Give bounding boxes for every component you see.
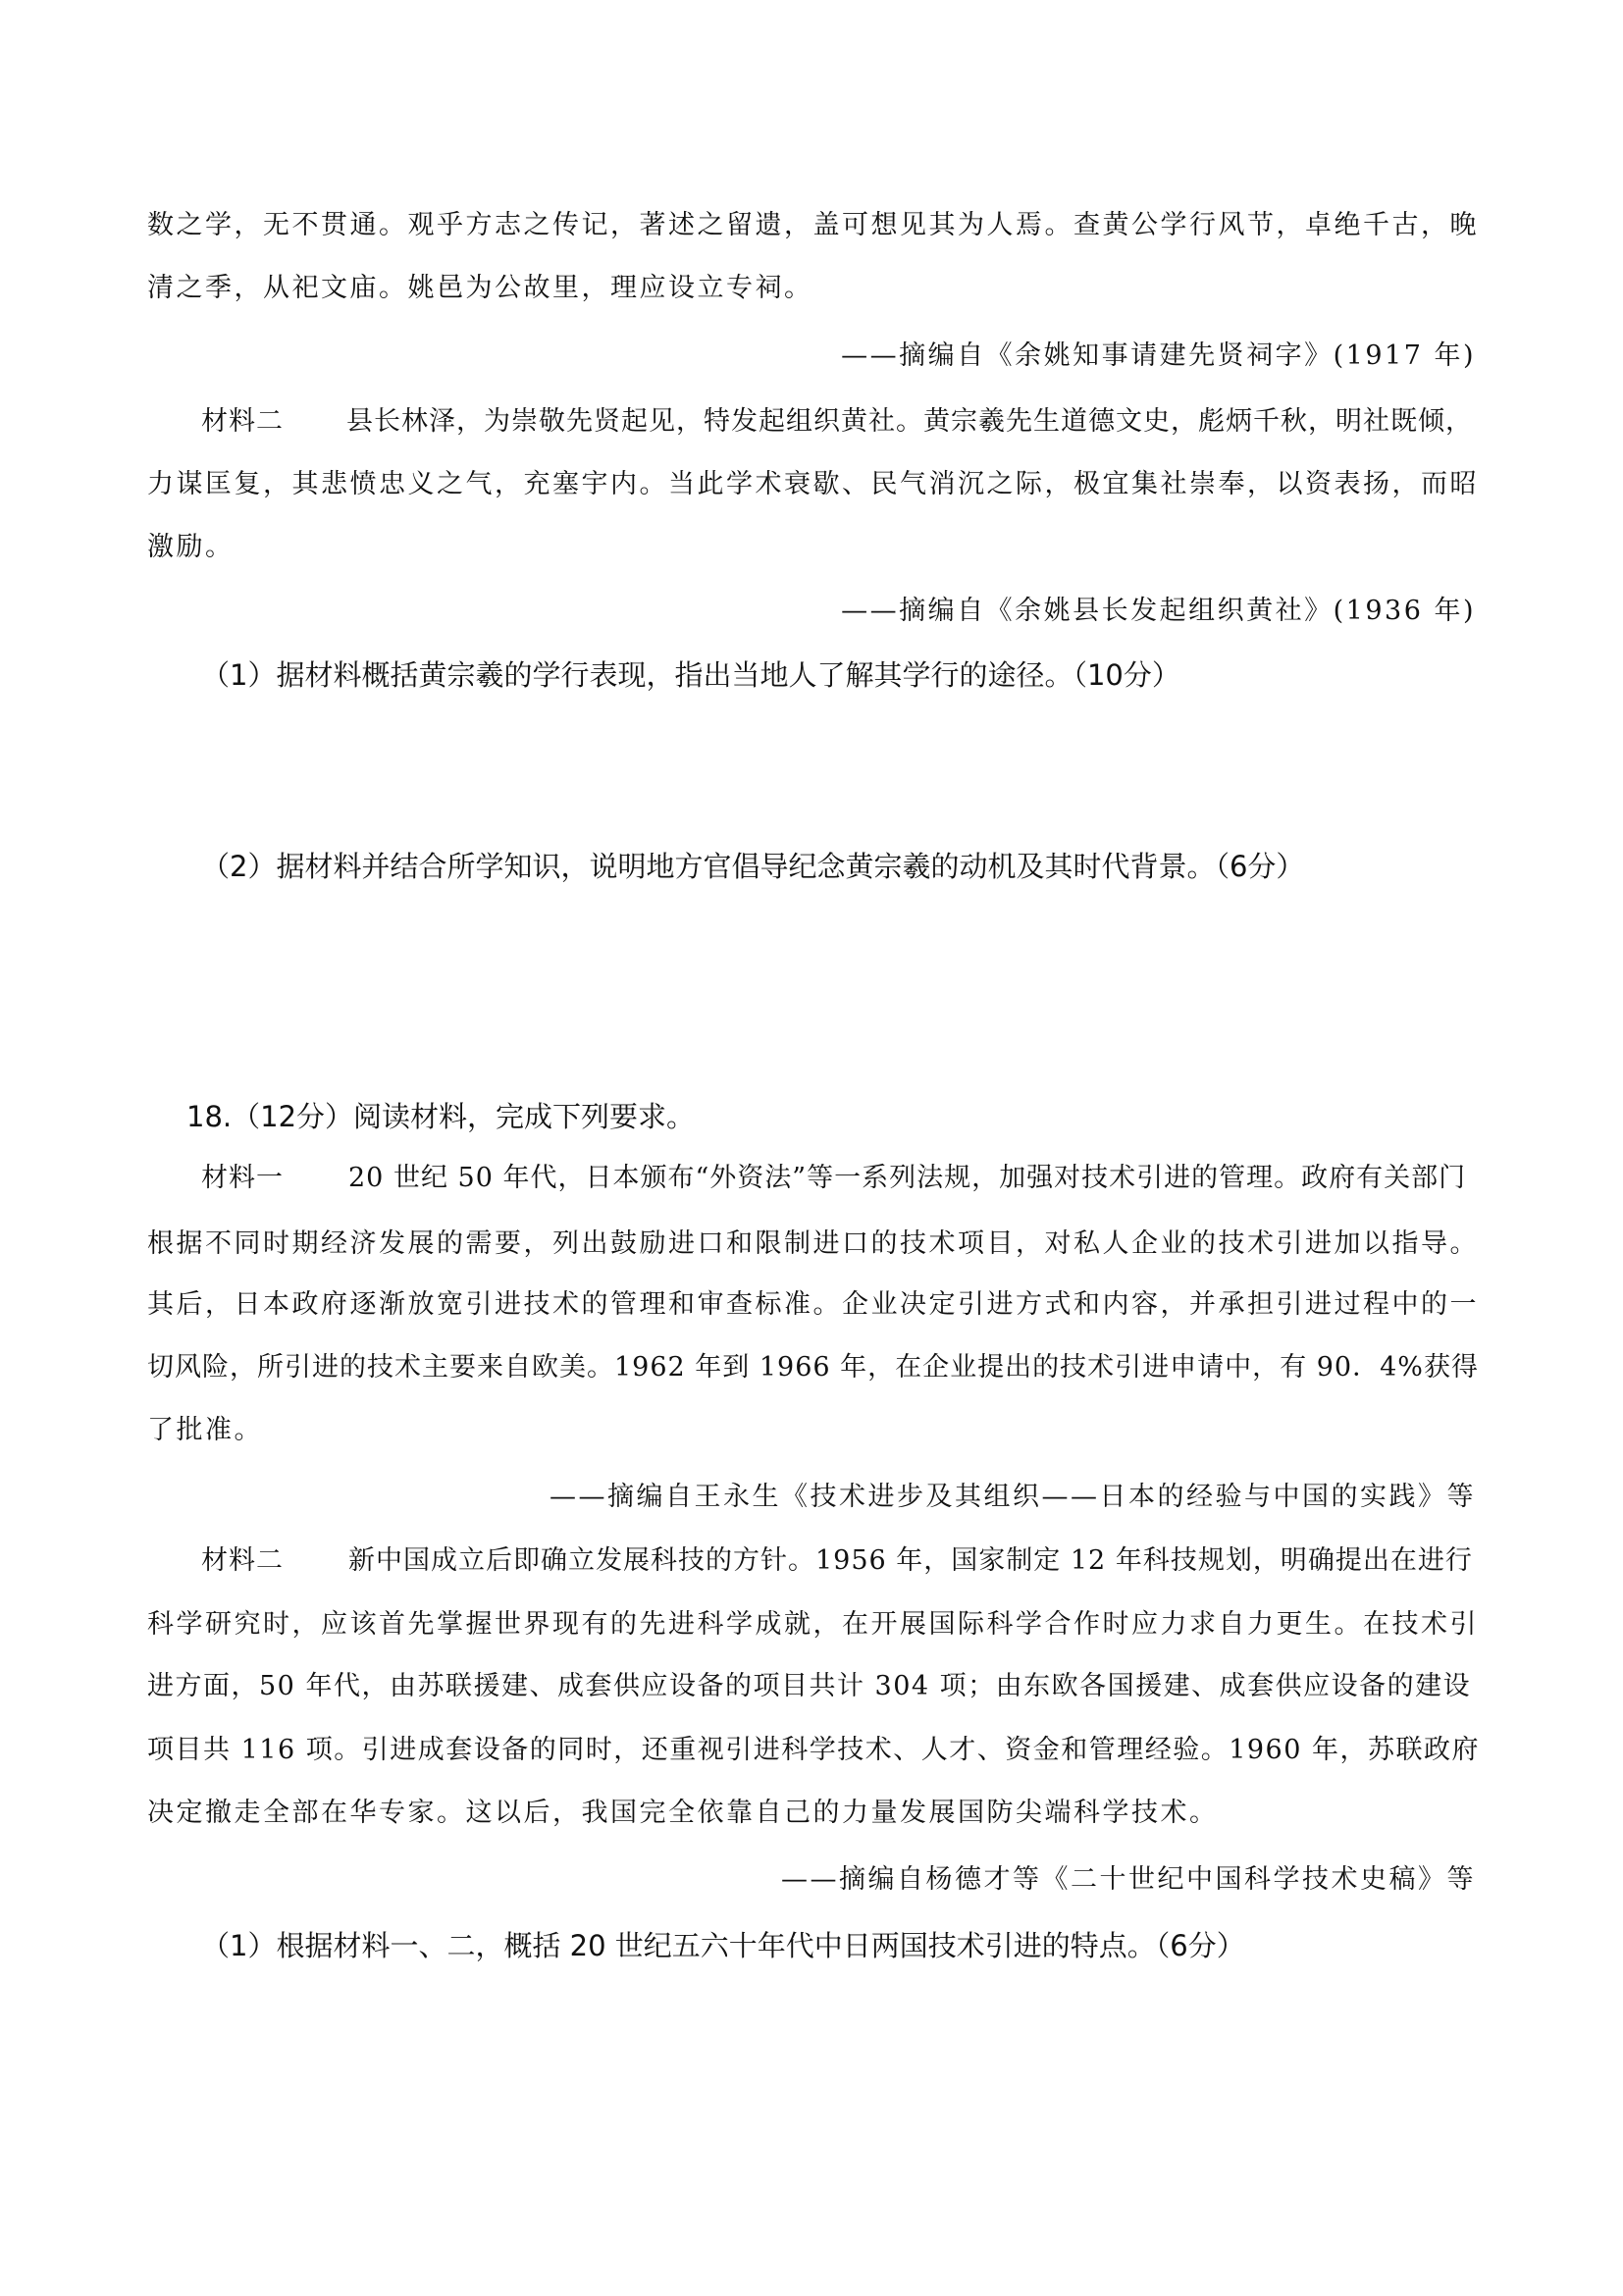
- q18-material1-source: ——摘编自王永生《技术进步及其组织——日本的经验与中国的实践》等: [550, 1482, 1476, 1512]
- q18-material2-line: 项目共 116 项。引进成套设备的同时，还重视引进科学技术、人才、资金和管理经验。1960 年，苏联政府: [147, 1735, 1480, 1765]
- q17-material2-line: 激励。: [147, 532, 235, 562]
- q18-material1-line: 切风险，所引进的技术主要来自欧美。1962 年到 1966 年，在企业提出的技术引进申请中，有 90．4%获得: [147, 1352, 1479, 1383]
- material-label: 材料一: [201, 1163, 284, 1193]
- q17-question-1: （1）据材料概括黄宗羲的学行表现，指出当地人了解其学行的途径。（10分）: [201, 658, 1180, 692]
- q18-material2-line: [201, 1543, 1473, 1579]
- q18-material2-line: 进方面，50 年代，由苏联援建、成套供应设备的项目共计 304 项；由东欧各国援建、成套供应设备的建设: [147, 1671, 1472, 1701]
- material-text: 新中国成立后即确立发展科技的方针。1956 年，国家制定 12 年科技规划，明确提出在进行: [348, 1545, 1473, 1576]
- q17-question-2: （2）据材料并结合所学知识，说明地方官倡导纪念黄宗羲的动机及其时代背景。（6分）: [201, 850, 1305, 883]
- material-label: 材料二: [201, 1545, 284, 1576]
- material-text: 20 世纪 50 年代，日本颁布“外资法”等一系列法规，加强对技术引进的管理。政府有关部门: [348, 1163, 1467, 1193]
- q18-material1-line: [201, 1161, 1466, 1196]
- q18-question-1: （1）根据材料一、二，概括 20 世纪五六十年代中日两国技术引进的特点。（6分）: [201, 1929, 1245, 1962]
- q18-heading: 18.（12分）阅读材料，完成下列要求。: [186, 1100, 696, 1133]
- q17-material1-line: 数之学，无不贯通。观乎方志之传记，著述之留遗，盖可想见其为人焉。查黄公学行风节，卓绝千古，晚: [147, 210, 1479, 240]
- q17-material2-source: ——摘编自《余姚县长发起组织黄社》(1936 年): [841, 596, 1476, 626]
- q17-material1-line: 清之季，从祀文庙。姚邑为公故里，理应设立专祠。: [147, 273, 813, 303]
- q18-material1-line: 了批准。: [147, 1415, 263, 1445]
- q18-material2-line: 科学研究时，应该首先掌握世界现有的先进科学成就，在开展国际科学合作时应力求自力更生。在技术引: [147, 1609, 1479, 1640]
- q18-material1-line: 其后，日本政府逐渐放宽引进技术的管理和审查标准。企业决定引进方式和内容，并承担引进过程中的一: [147, 1289, 1479, 1320]
- q18-material1-line: 根据不同时期经济发展的需要，列出鼓励进口和限制进口的技术项目，对私人企业的技术引进加以指导。: [147, 1228, 1479, 1259]
- material-text: 县长林泽，为崇敬先贤起见，特发起组织黄社。黄宗羲先生道德文史，彪炳千秋，明社既倾，: [346, 406, 1473, 437]
- q18-material2-source: ——摘编自杨德才等《二十世纪中国科学技术史稿》等: [781, 1864, 1476, 1895]
- material-label: 材料二: [201, 406, 284, 437]
- q17-material2-line: 力谋匡复，其悲愤忠义之气，充塞宇内。当此学术衰歇、民气消沉之际，极宜集社崇奉，以资表扬，而昭: [147, 469, 1479, 499]
- q17-material1-source: ——摘编自《余姚知事请建先贤祠字》(1917 年): [841, 340, 1476, 371]
- q18-material2-line: 决定撤走全部在华专家。这以后，我国完全依靠自己的力量发展国防尖端科学技术。: [147, 1798, 1219, 1828]
- q17-material2-line: [201, 404, 1473, 440]
